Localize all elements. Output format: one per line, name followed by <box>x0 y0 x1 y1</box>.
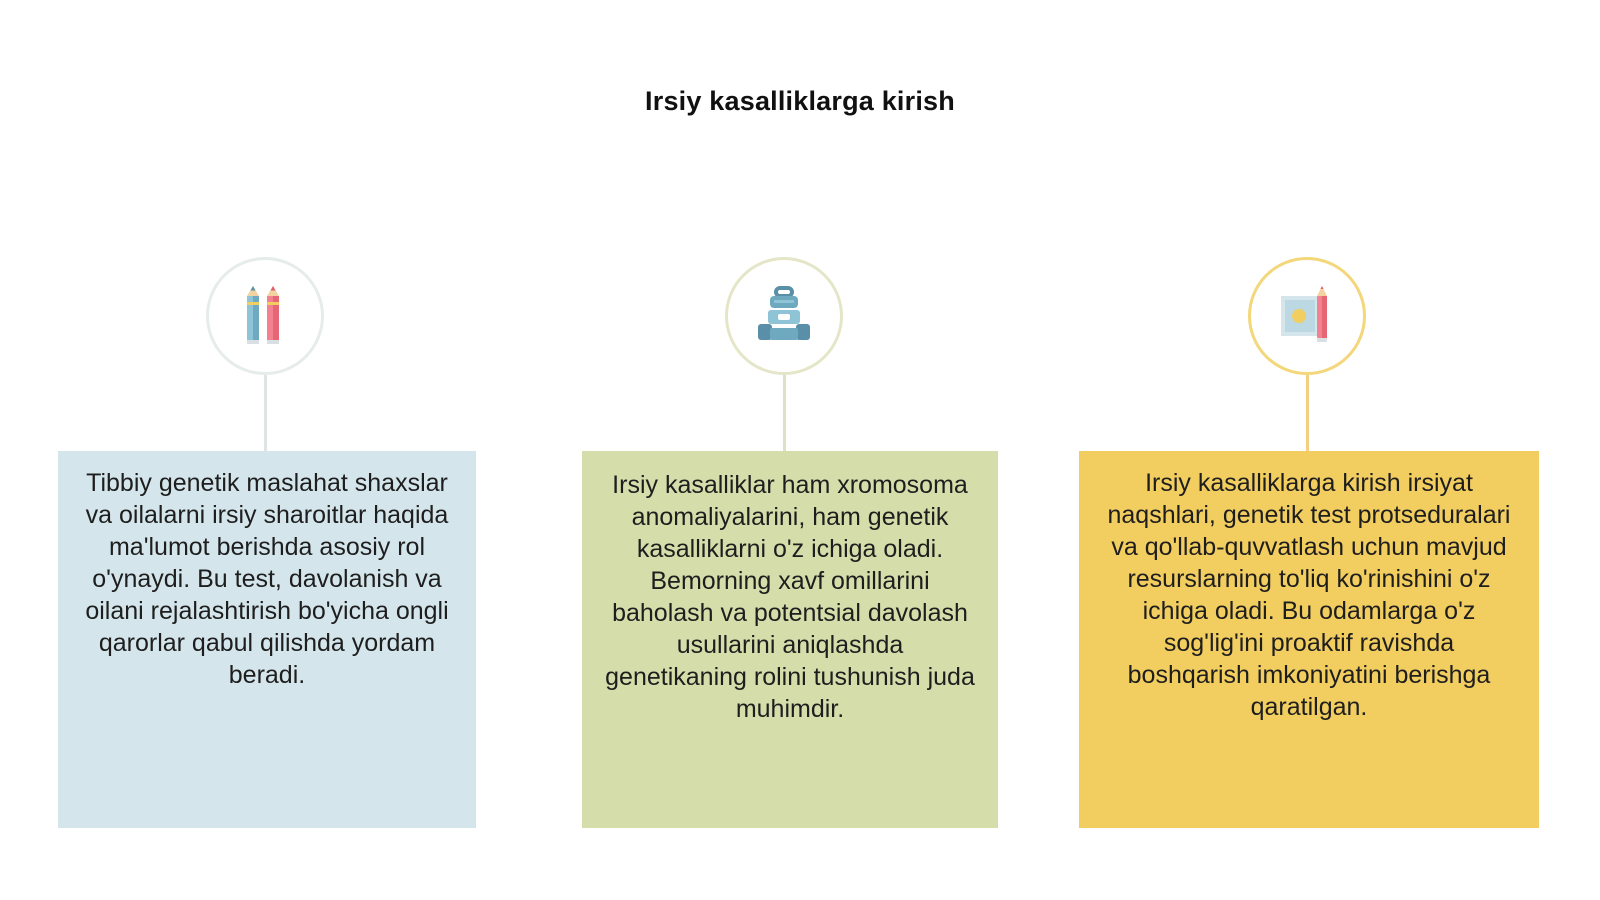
icon-circle-2 <box>725 257 843 375</box>
info-card-1 <box>58 451 476 828</box>
info-card-2 <box>582 451 998 828</box>
icon-circle-1 <box>206 257 324 375</box>
slide-title: Irsiy kasalliklarga kirish <box>645 86 955 116</box>
connector-line-2 <box>783 375 786 451</box>
info-card-text-1: Tibbiy genetik maslahat shaxslar va oilalarni irsiy sharoitlar haqida ma'lumot berishda asosiy rol o'ynaydi. Bu test, davolanish va oilani rejalashtirish bo'yicha ongli qarorlar qabul qilishda yordam beradi. <box>85 469 449 689</box>
info-card-3 <box>1079 451 1539 828</box>
connector-line-1 <box>264 375 267 451</box>
icon-circle-3 <box>1248 257 1366 375</box>
connector-line-3 <box>1306 375 1309 451</box>
info-card-text-2: Irsiy kasalliklar ham xromosoma anomaliyalarini, ham genetik kasalliklarni o'z ichiga oladi. Bemorning xavf omillarini baholash va potentsial davolash usullarini aniqlashda genetikaning rolini tushunish juda muhimdir. <box>605 471 975 723</box>
pencils-icon <box>237 284 293 348</box>
info-card-text-3: Irsiy kasalliklarga kirish irsiyat naqshlari, genetik test protseduralari va qo'llab-quvvatlash uchun mavjud resurslarning to'liq ko'rinishini o'z ichiga oladi. Bu odamlarga o'z sog'lig'ini proaktif ravishda boshqarish imkoniyatini berishga qaratilgan. <box>1107 469 1511 721</box>
robot-icon <box>752 284 816 348</box>
picture-pencil-icon <box>1275 284 1339 348</box>
